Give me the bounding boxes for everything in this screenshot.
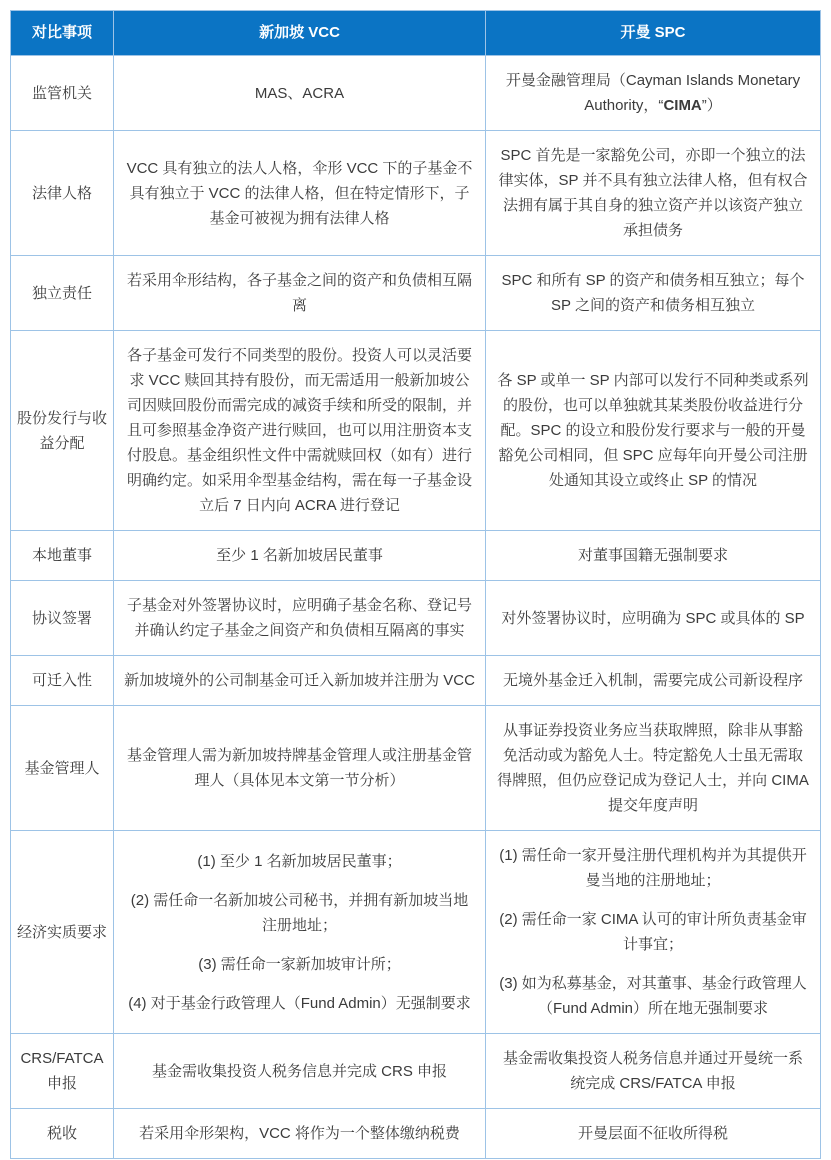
spc-cell bbox=[486, 831, 821, 1034]
table-row bbox=[11, 531, 821, 581]
vcc-cell bbox=[114, 531, 486, 581]
row-label: 经济实质要求 bbox=[11, 831, 114, 1034]
header-singapore-vcc: 新加坡 VCC bbox=[114, 11, 486, 56]
spc-cell bbox=[486, 1034, 821, 1109]
spc-cell bbox=[486, 656, 821, 706]
spc-cell bbox=[486, 256, 821, 331]
vcc-cell bbox=[114, 831, 486, 1034]
cell-paragraph: (4) 对于基金行政管理人（Fund Admin）无强制要求 bbox=[128, 994, 471, 1012]
cell-paragraph: 对董事国籍无强制要求 bbox=[577, 547, 728, 564]
cell-paragraph: 子基金对外签署协议时，应明确子基金名称、登记号并确认约定子基金之间资产和负债相互隔离的事实 bbox=[126, 597, 472, 639]
row-label: 股份发行与收益分配 bbox=[11, 331, 114, 531]
cell-paragraph: 各子基金可发行不同类型的股份。投资人可以灵活要求 VCC 赎回其持有股份，而无需适用一般新加坡公司因赎回股份而需完成的减资手续和所受的限制，并且可参照基金净资产进行赎回，也可以用注册资本支付股息。基金组织性文件中需就赎回权（如有）进行明确约定。如采用伞型基金结构，需在每一子基金设立后 7 日内向 ACRA 进行登记 bbox=[126, 347, 472, 514]
cell-paragraph: (3) 如为私募基金，对其董事、基金行政管理人（Fund Admin）所在地无强制要求 bbox=[499, 975, 807, 1017]
cell-paragraph: 开曼层面不征收所得税 bbox=[577, 1125, 728, 1142]
cell-paragraph: 各 SP 或单一 SP 内部可以发行不同种类或系列的股份，也可以单独就其某类股份收益进行分配。SPC 的设立和股份发行要求与一般的开曼豁免公司相同，但 SPC 应每年向开曼公司注册处通知其设立或终止 SP 的情况 bbox=[497, 372, 809, 489]
table-row bbox=[11, 56, 821, 131]
vcc-cell bbox=[114, 256, 486, 331]
spc-cell bbox=[486, 56, 821, 131]
vcc-cell bbox=[114, 331, 486, 531]
cell-paragraph: 若采用伞形架构，VCC 将作为一个整体缴纳税费 bbox=[139, 1125, 460, 1142]
table-row bbox=[11, 331, 821, 531]
table-row bbox=[11, 656, 821, 706]
cell-paragraph: (2) 需任命一名新加坡公司秘书，并拥有新加坡当地注册地址； bbox=[130, 891, 469, 934]
comparison-table bbox=[10, 10, 821, 1159]
header-compare-item: 对比事项 bbox=[11, 11, 114, 56]
cell-paragraph: (3) 需任命一家新加坡审计所； bbox=[198, 955, 401, 973]
cell-paragraph: 对外签署协议时，应明确为 SPC 或具体的 SP bbox=[501, 609, 805, 627]
row-label: 法律人格 bbox=[11, 131, 114, 256]
cell-paragraph: 基金需收集投资人税务信息并通过开曼统一系统完成 CRS/FATCA 申报 bbox=[502, 1050, 803, 1092]
spc-cell bbox=[486, 331, 821, 531]
vcc-cell bbox=[114, 1034, 486, 1109]
row-label: CRS/FATCA 申报 bbox=[11, 1034, 114, 1109]
cell-paragraph: 基金需收集投资人税务信息并完成 CRS 申报 bbox=[151, 1062, 447, 1080]
cell-paragraph: (1) 需任命一家开曼注册代理机构并为其提供开曼当地的注册地址； bbox=[499, 847, 807, 889]
cell-paragraph: (2) 需任命一家 CIMA 认可的审计所负责基金审计事宜； bbox=[499, 911, 807, 953]
cell-paragraph: 无境外基金迁入机制，需要完成公司新设程序 bbox=[502, 672, 803, 689]
vcc-cell bbox=[114, 131, 486, 256]
table-row bbox=[11, 1034, 821, 1109]
cell-paragraph: (1) 至少 1 名新加坡居民董事； bbox=[197, 852, 402, 870]
header-row bbox=[11, 11, 821, 56]
cell-paragraph: 至少 1 名新加坡居民董事 bbox=[216, 547, 383, 564]
table-row bbox=[11, 1109, 821, 1159]
cell-paragraph: 从事证券投资业务应当获取牌照，除非从事豁免活动或为豁免人士。特定豁免人士虽无需取得牌照，但仍应登记成为登记人士，并向 CIMA 提交年度声明 bbox=[497, 722, 809, 814]
cell-paragraph: SPC 首先是一家豁免公司，亦即一个独立的法律实体，SP 并不具有独立法律人格，但有权合法拥有属于其自身的独立资产并以该资产独立承担债务 bbox=[498, 147, 808, 239]
header-cayman-spc: 开曼 SPC bbox=[486, 11, 821, 56]
spc-cell bbox=[486, 1109, 821, 1159]
cell-paragraph: 开曼金融管理局（Cayman Islands Monetary Authority，“CIMA”） bbox=[505, 72, 801, 114]
cell-paragraph: SPC 和所有 SP 的资产和债务相互独立；每个 SP 之间的资产和债务相互独立 bbox=[501, 272, 805, 314]
cell-paragraph: MAS、ACRA bbox=[254, 84, 345, 102]
vcc-cell bbox=[114, 706, 486, 831]
cell-paragraph: 若采用伞形结构，各子基金之间的资产和负债相互隔离 bbox=[126, 272, 472, 314]
vcc-cell bbox=[114, 1109, 486, 1159]
row-label: 基金管理人 bbox=[11, 706, 114, 831]
row-label: 监管机关 bbox=[11, 56, 114, 131]
spc-cell bbox=[486, 706, 821, 831]
cell-paragraph: 基金管理人需为新加坡持牌基金管理人或注册基金管理人（具体见本文第一节分析） bbox=[126, 747, 472, 789]
table-row bbox=[11, 256, 821, 331]
table-row bbox=[11, 131, 821, 256]
row-label: 本地董事 bbox=[11, 531, 114, 581]
row-label: 独立责任 bbox=[11, 256, 114, 331]
vcc-cell bbox=[114, 56, 486, 131]
spc-cell bbox=[486, 131, 821, 256]
vcc-cell bbox=[114, 656, 486, 706]
table-row bbox=[11, 581, 821, 656]
cell-paragraph: 新加坡境外的公司制基金可迁入新加坡并注册为 VCC bbox=[124, 672, 475, 689]
table-row bbox=[11, 706, 821, 831]
table-row bbox=[11, 831, 821, 1034]
row-label: 可迁入性 bbox=[11, 656, 114, 706]
row-label: 税收 bbox=[11, 1109, 114, 1159]
cell-paragraph: VCC 具有独立的法人人格，伞形 VCC 下的子基金不具有独立于 VCC 的法律人格，但在特定情形下，子基金可被视为拥有法律人格 bbox=[126, 159, 473, 227]
vcc-cell bbox=[114, 581, 486, 656]
spc-cell bbox=[486, 531, 821, 581]
row-label: 协议签署 bbox=[11, 581, 114, 656]
spc-cell bbox=[486, 581, 821, 656]
